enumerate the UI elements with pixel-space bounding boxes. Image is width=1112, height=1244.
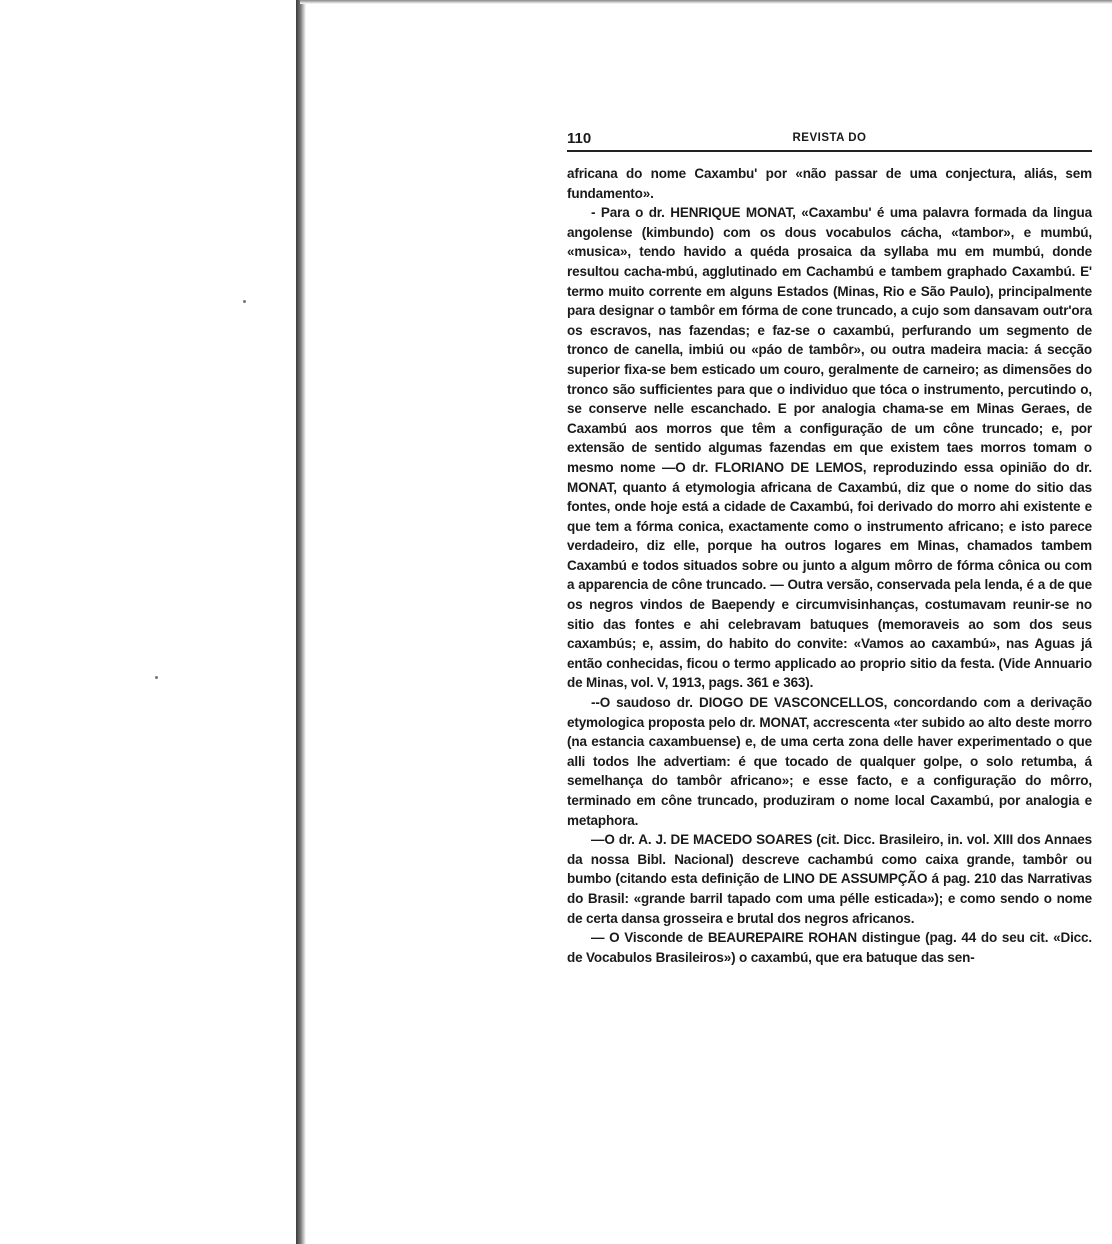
body-text xyxy=(567,164,1092,967)
page-number: 110 xyxy=(567,130,592,147)
paragraph: —O dr. A. J. DE MACEDO SOARES (cit. Dicc. Brasileiro, in. vol. XIII dos Annaes da nossa Bibl. Nacional) descreve cachambú como caixa grande, tambôr ou bumbo (citando esta definição de LINO DE ASSUMPÇÃO á pag. 210 das Narrativas do Brasil: «grande barril tapado com uma pélle esticada»); e como sendo o nome de certa dansa grosseira e brutal dos negros africanos. xyxy=(567,832,1092,926)
journal-title: REVISTA DO xyxy=(792,132,867,144)
page-top-shadow xyxy=(300,0,1112,4)
paragraph: — O Visconde de BEAUREPAIRE ROHAN distingue (pag. 44 do seu cit. «Dicc. de Vocabulos Brasileiros») o caxambú, que era batuque das sen- xyxy=(567,930,1092,965)
running-head xyxy=(567,128,1092,152)
paragraph: africana do nome Caxambu' por «não passar de uma conjectura, aliás, sem fundamento». xyxy=(567,166,1092,201)
scan-speck xyxy=(155,676,158,679)
paragraph: - Para o dr. HENRIQUE MONAT, «Caxambu' é uma palavra formada da lingua angolense (kimbundo) com os dous vocabulos cácha, «tambor», e mumbú, «musica», tendo havido a quéda prosaica da syllaba mu em mumbú, donde resultou cacha-mbú, agglutinado em Cachambú e tambem graphado Caxambú. E' termo muito corrente em alguns Estados (Minas, Rio e São Paulo), principalmente para designar o tambôr em fórma de cone truncado, a cujo som dansavam outr'ora os escravos, nas fazendas; e faz-se o caxambú, perfurando um segmento de tronco de canella, imbiú ou «páo de tambôr», ou outra madeira macia: á secção superior fixa-se bem esticado um couro, geralmente de carneiro; as dimensões do tronco são sufficientes para que o individuo que tóca o instrumento, percutindo o, se conserve nelle escanchado. E por analogia chama-se em Minas Geraes, de Caxambú aos morros que têm a configuração de um cône truncado; e, por extensão de sentido algumas fazendas em que existem taes morros tomam o mesmo nome —O dr. FLORIANO DE LEMOS, reproduzindo essa opinião do dr. MONAT, quanto á etymologia africana de Caxambú, diz que o nome do sitio das fontes, onde hoje está a cidade de Caxambú, foi derivado do morro ahi existente e que tem a fórma conica, exactamente como o instrumento africano; e isto parece verdadeiro, diz elle, porque ha outros logares em Minas, chamados tambem Caxambú e todos situados sobre ou junto a algum môrro de fórma cônica ou com a apparencia de cône truncado. — Outra versão, conservada pela lenda, é a de que os negros vindos de Baependy e circumvisinhanças, costumavam reunir-se no sitio das fontes e ahi celebravam batuques (memoraveis ao som dos seus caxambús; e, assim, do habito do convite: «Vamos ao caxambú», nas Aguas já então conhecidas, ficou o termo applicado ao proprio sitio da festa. (Vide Annuario de Minas, vol. V, 1913, pags. 361 e 363). xyxy=(567,205,1092,691)
scan-speck xyxy=(243,300,246,303)
page-edge-shadow xyxy=(296,0,306,1244)
paragraph: --O saudoso dr. DIOGO DE VASCONCELLOS, concordando com a derivação etymologica proposta pelo dr. MONAT, accrescenta «ter subido ao alto deste morro (na estancia caxambuense) e, de uma certa zona delle haver experimentado o que alli todos lhe advertiam: é que tocado de qualquer golpe, o solo retumba, á semelhança do tambôr africano»; e esse facto, e a configuração do môrro, terminado em cône truncado, produziram o nome local Caxambú, por analogia e metaphora. xyxy=(567,695,1092,828)
